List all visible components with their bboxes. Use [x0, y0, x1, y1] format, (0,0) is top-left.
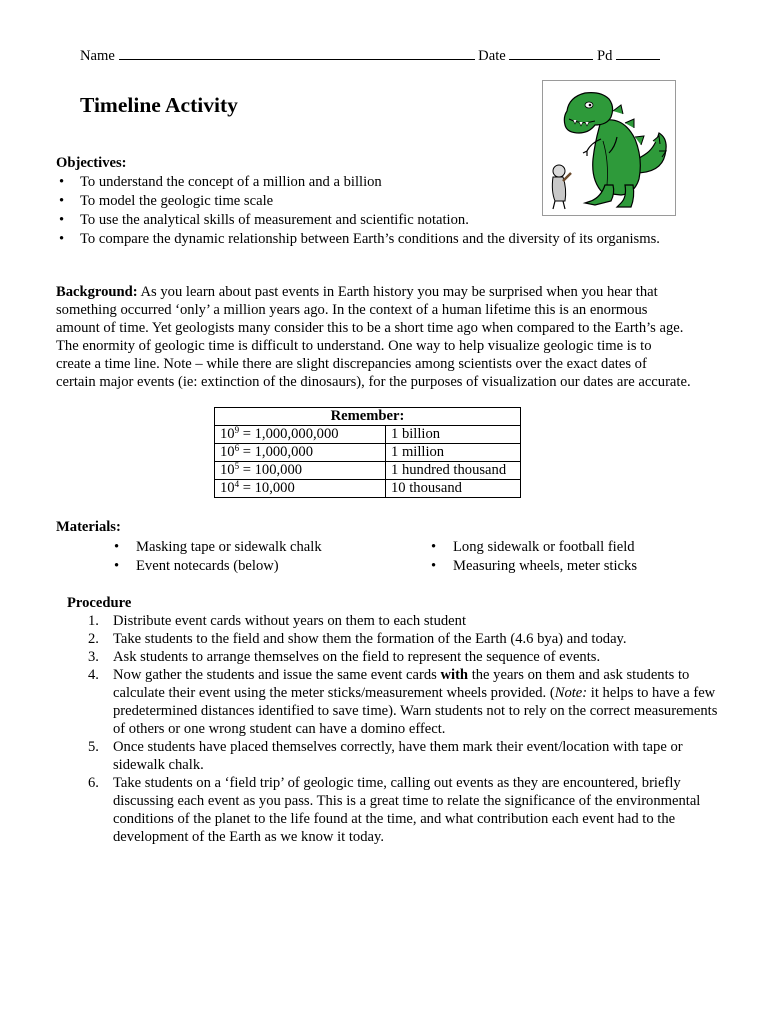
- name-label: Name: [80, 48, 115, 64]
- procedure-step: 2. Take students to the field and show them the formation of the Earth (4.6 bya) and today.: [88, 631, 627, 647]
- procedure-step: 1. Distribute event cards without years on them to each student: [88, 613, 466, 629]
- material-item: • Masking tape or sidewalk chalk: [114, 538, 322, 557]
- power-cell: $10^6 = 1,000,000$: [215, 444, 386, 462]
- material-item: • Event notecards (below): [114, 557, 322, 576]
- table-row: [215, 444, 521, 462]
- background-line: amount of time. Yet geologists many consider this to be a short time ago when compared to the Earth’s age.: [56, 320, 684, 337]
- objective-item: • To understand the concept of a million and a billion: [56, 173, 660, 192]
- date-label: Date: [478, 48, 506, 64]
- objective-item: • To use the analytical skills of measurement and scientific notation.: [56, 211, 660, 230]
- objectives-heading: Objectives:: [56, 155, 127, 171]
- remember-table: [214, 407, 521, 498]
- objectives-list: [56, 173, 660, 249]
- materials-list-right: [431, 538, 637, 576]
- materials-heading: Materials:: [56, 519, 121, 535]
- background-paragraph: [56, 283, 726, 392]
- table-row: [215, 462, 521, 480]
- page-title: Timeline Activity: [80, 93, 238, 117]
- name-blank: [119, 47, 475, 60]
- procedure-step: 5. Once students have placed themselves correctly, have them mark their event/location with tape or sidewalk chalk.: [88, 739, 683, 773]
- procedure-step: 4. Now gather the students and issue the same event cards with the years on them and ask students to calculate their event using the meter sticks/measurement wheels provided. (Note: it helps to have a few predetermined distances identified to save time). Warn students not to rely on the correct measurements of others or one wrong student can have a domino effect.: [88, 667, 718, 737]
- materials-list-left: [114, 538, 322, 576]
- procedure-step: 6. Take students on a ‘field trip’ of geologic time, calling out events as they are encountered, briefly discussing each event as you pass. This is a great time to relate the significance of the environmental conditions of the planet to the life found at the time, and what contribution each event had to the development of the Earth as we know it today.: [88, 775, 701, 845]
- procedure-heading: Procedure: [67, 595, 132, 611]
- background-line: As you learn about past events in Earth history you may be surprised when you hear that: [137, 284, 658, 300]
- pd-label: Pd: [597, 48, 613, 64]
- words-cell: 1 billion: [386, 426, 521, 444]
- background-line: create a time line. Note – while there are slight discrepancies among scientists over the exact dates of: [56, 356, 647, 373]
- power-cell: $10^4 = 10,000$: [215, 480, 386, 498]
- words-cell: 1 hundred thousand: [386, 462, 521, 480]
- power-cell: $10^9 = 1,000,000,000$: [215, 426, 386, 444]
- background-line: something occurred ‘only’ a million years ago. In the context of a human lifetime this is an enormous: [56, 302, 648, 319]
- date-blank: [509, 47, 593, 60]
- header-fields: [80, 47, 660, 65]
- background-heading: Background:: [56, 284, 138, 300]
- words-cell: 10 thousand: [386, 480, 521, 498]
- words-cell: 1 million: [386, 444, 521, 462]
- pd-blank: [616, 47, 660, 60]
- background-line: The enormity of geologic time is difficult to understand. One way to help visualize geologic time is to: [56, 338, 652, 355]
- table-row: [215, 480, 521, 498]
- table-row: [215, 426, 521, 444]
- procedure-list: [88, 612, 728, 846]
- procedure-step: 3. Ask students to arrange themselves on the field to represent the sequence of events.: [88, 649, 601, 665]
- power-cell: $10^5 = 100,000$: [215, 462, 386, 480]
- material-item: • Long sidewalk or football field: [431, 538, 637, 557]
- objective-item: • To model the geologic time scale: [56, 192, 660, 211]
- objective-item: • To compare the dynamic relationship between Earth’s conditions and the diversity of its organisms.: [56, 230, 660, 249]
- background-line: certain major events (ie: extinction of the dinosaurs), for the purposes of visualization our dates are accurate.: [56, 374, 691, 391]
- remember-heading: Remember:: [215, 408, 521, 426]
- material-item: • Measuring wheels, meter sticks: [431, 557, 637, 576]
